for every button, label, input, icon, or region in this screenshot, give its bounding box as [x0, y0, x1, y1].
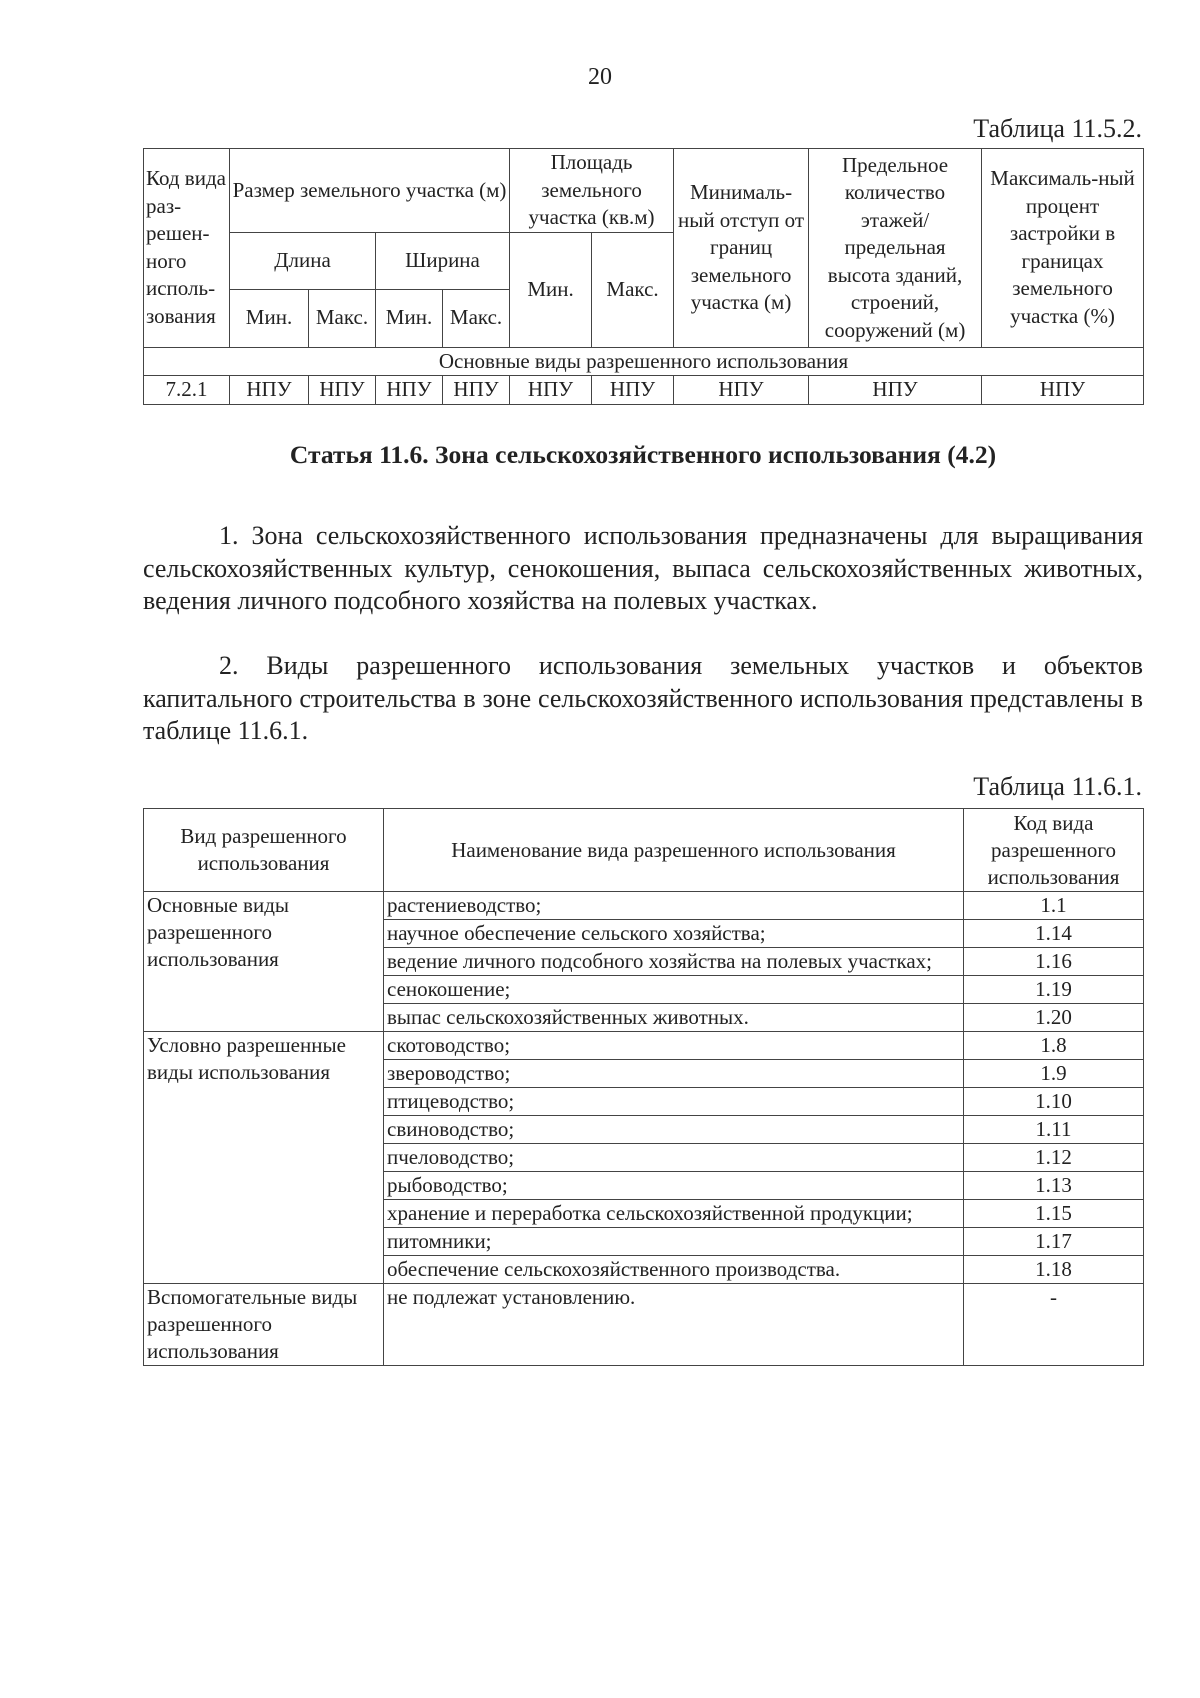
cell-code: 7.2.1 [144, 376, 230, 405]
use-code-cell: 1.17 [964, 1228, 1144, 1256]
use-name-cell: хранение и переработка сельскохозяйственной продукции; [384, 1200, 964, 1228]
use-code-cell: 1.16 [964, 948, 1144, 976]
header-name: Наименование вида разрешенного использования [384, 809, 964, 892]
table-row [144, 1284, 1144, 1366]
cell-area-max: НПУ [592, 376, 674, 405]
use-code-cell: 1.18 [964, 1256, 1144, 1284]
table-11-6-1 [143, 808, 1144, 1366]
cell-length-min: НПУ [230, 376, 309, 405]
header-length-max: Макс. [309, 289, 376, 347]
use-name-cell: растениеводство; [384, 892, 964, 920]
use-code-cell: 1.12 [964, 1144, 1144, 1172]
cell-width-max: НПУ [443, 376, 510, 405]
cell-coverage: НПУ [982, 376, 1144, 405]
use-name-cell: пчеловодство; [384, 1144, 964, 1172]
use-name-cell: звероводство; [384, 1060, 964, 1088]
header-code: Код вида раз-решен-ного исполь-зования [144, 149, 230, 348]
cell-width-min: НПУ [376, 376, 443, 405]
use-name-cell: питомники; [384, 1228, 964, 1256]
table-11-6-1-label: Таблица 11.6.1. [973, 772, 1142, 801]
header-coverage: Максималь-ный процент застройки в границах земельного участка (%) [982, 149, 1144, 348]
header-area-max: Макс. [592, 232, 674, 347]
use-name-cell: выпас сельскохозяйственных животных. [384, 1004, 964, 1032]
cell-length-max: НПУ [309, 376, 376, 405]
use-code-cell: 1.10 [964, 1088, 1144, 1116]
header-area: Площадь земельного участка (кв.м) [510, 149, 674, 233]
use-name-cell: не подлежат установлению. [384, 1284, 964, 1366]
cell-floors: НПУ [809, 376, 982, 405]
header-length-min: Мин. [230, 289, 309, 347]
table-11-5-2-label: Таблица 11.5.2. [973, 114, 1142, 143]
header-length: Длина [230, 232, 376, 289]
section-row: Основные виды разрешенного использования [144, 347, 1144, 376]
use-code-cell: 1.13 [964, 1172, 1144, 1200]
article-heading: Статья 11.6. Зона сельскохозяйственного использования (4.2) [289, 440, 997, 469]
header-width-max: Макс. [443, 289, 510, 347]
header-width: Ширина [376, 232, 510, 289]
table-row [144, 1032, 1144, 1060]
table-row [144, 892, 1144, 920]
header-width-min: Мин. [376, 289, 443, 347]
header-code: Код вида разрешенного использования [964, 809, 1144, 892]
use-code-cell: 1.11 [964, 1116, 1144, 1144]
use-name-cell: скотоводство; [384, 1032, 964, 1060]
header-floors: Предельное количество этажей/ предельная высота зданий, строений, сооружений (м) [809, 149, 982, 348]
page-number: 20 [588, 64, 612, 90]
paragraph-1: 1. Зона сельскохозяйственного использования предназначены для выращивания сельскохозяйственных культур, сенокошения, выпаса сельскохозяйственных животных, ведения личного подсобного хозяйства на полевых участках. [143, 521, 1143, 615]
header-area-min: Мин. [510, 232, 592, 347]
table-row [144, 376, 1144, 405]
use-code-cell: 1.1 [964, 892, 1144, 920]
cell-area-min: НПУ [510, 376, 592, 405]
use-name-cell: птицеводство; [384, 1088, 964, 1116]
use-code-cell: 1.8 [964, 1032, 1144, 1060]
use-code-cell: 1.14 [964, 920, 1144, 948]
header-setback: Минималь-ный отступ от границ земельного участка (м) [674, 149, 809, 348]
header-size: Размер земельного участка (м) [230, 149, 510, 233]
table-11-5-2 [143, 148, 1144, 405]
paragraph-2: 2. Виды разрешенного использования земельных участков и объектов капитального строительства в зоне сельскохозяйственного использования представлены в таблице 11.6.1. [143, 651, 1143, 745]
use-code-cell: 1.15 [964, 1200, 1144, 1228]
use-name-cell: обеспечение сельскохозяйственного производства. [384, 1256, 964, 1284]
header-type: Вид разрешенного использования [144, 809, 384, 892]
use-code-cell: 1.20 [964, 1004, 1144, 1032]
use-code-cell: 1.19 [964, 976, 1144, 1004]
use-code-cell: 1.9 [964, 1060, 1144, 1088]
group-type-cell: Вспомогательные виды разрешенного использования [144, 1284, 384, 1366]
group-type-cell: Основные виды разрешенного использования [144, 892, 384, 1032]
use-code-cell: - [964, 1284, 1144, 1366]
use-name-cell: рыбоводство; [384, 1172, 964, 1200]
group-type-cell: Условно разрешенные виды использования [144, 1032, 384, 1284]
use-name-cell: свиноводство; [384, 1116, 964, 1144]
use-name-cell: ведение личного подсобного хозяйства на полевых участках; [384, 948, 964, 976]
use-name-cell: научное обеспечение сельского хозяйства; [384, 920, 964, 948]
cell-setback: НПУ [674, 376, 809, 405]
use-name-cell: сенокошение; [384, 976, 964, 1004]
